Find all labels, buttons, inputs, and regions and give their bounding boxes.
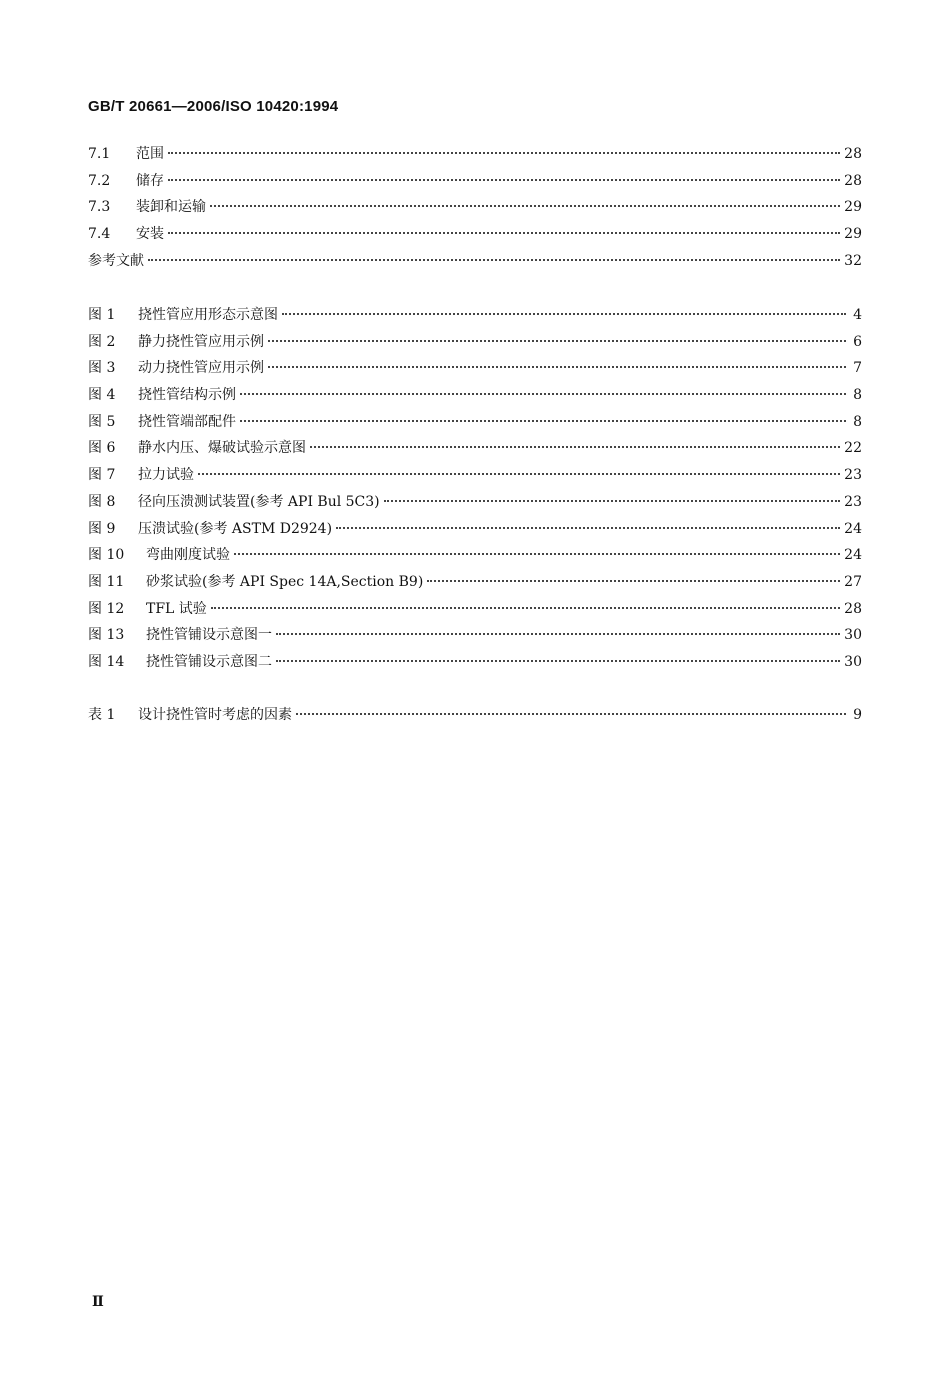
toc-entry-title: 储存 — [136, 172, 164, 189]
toc-entry-title: TFL 试验 — [146, 600, 207, 617]
toc-entry-page: 28 — [844, 146, 862, 162]
toc-leader-dots — [234, 543, 840, 555]
toc-entry-number: 表 1 — [88, 707, 116, 723]
toc-entry-number: 7.2 — [88, 172, 111, 189]
toc-leader-dots — [384, 490, 841, 502]
toc-leader-dots — [268, 356, 846, 368]
toc-entry-page: 23 — [844, 467, 862, 484]
toc-entry[interactable] — [88, 649, 862, 676]
toc-entry-page: 8 — [853, 413, 862, 430]
toc-entry-title: 挠性管结构示例 — [138, 387, 236, 404]
toc-entry[interactable] — [88, 596, 862, 623]
toc-entry[interactable] — [88, 435, 862, 462]
toc-entry-page: 23 — [844, 493, 862, 510]
toc-entry-page: 30 — [844, 653, 862, 670]
toc-figures — [88, 302, 862, 676]
toc-entry[interactable] — [88, 569, 862, 596]
toc-entry-number: 7.3 — [88, 199, 111, 216]
toc-entry-title: 压溃试验(参考 ASTM D2924) — [138, 520, 333, 537]
toc-entry[interactable] — [88, 221, 862, 248]
toc-entry[interactable] — [88, 248, 862, 275]
toc-entry-title: 设计挠性管时考虑的因素 — [138, 707, 292, 723]
toc-entry[interactable] — [88, 409, 862, 436]
toc-entry-page: 7 — [853, 360, 862, 377]
toc-entry-page: 24 — [844, 547, 862, 564]
toc-entry-page: 28 — [844, 172, 862, 189]
toc-leader-dots — [427, 570, 840, 582]
toc-leader-dots — [310, 436, 840, 448]
toc-entry-title: 静水内压、爆破试验示意图 — [138, 440, 306, 457]
toc-leader-dots — [168, 222, 840, 234]
toc-entry-number: 图 11 — [88, 573, 125, 590]
toc-entry[interactable] — [88, 329, 862, 356]
toc-entry-title: 挠性管应用形态示意图 — [138, 307, 278, 323]
toc-entry-number: 图 8 — [88, 493, 116, 510]
toc-entry-number: 图 2 — [88, 333, 116, 350]
toc-entry-title: 弯曲刚度试验 — [146, 547, 230, 564]
toc-leader-dots — [336, 517, 840, 529]
toc-entry-page: 8 — [853, 387, 862, 404]
toc-leader-dots — [282, 303, 846, 315]
toc-entry-number: 图 12 — [88, 600, 125, 617]
toc-entry-number: 7.1 — [88, 146, 111, 162]
toc-entry[interactable] — [88, 355, 862, 382]
toc-entry-number: 图 7 — [88, 467, 116, 484]
toc-leader-dots — [168, 142, 840, 154]
toc-entry-number: 图 14 — [88, 653, 125, 670]
toc-entry-title: 动力挠性管应用示例 — [138, 360, 264, 377]
toc-entry-title: 参考文献 — [88, 252, 144, 269]
toc-entry[interactable] — [88, 489, 862, 516]
toc-leader-dots — [168, 169, 840, 181]
toc-entry[interactable] — [88, 702, 862, 729]
toc-entry-title: 拉力试验 — [138, 467, 194, 484]
toc-leader-dots — [268, 330, 846, 342]
toc-leader-dots — [148, 249, 840, 261]
toc-entry-title: 装卸和运输 — [136, 199, 206, 216]
toc-entry-title: 静力挠性管应用示例 — [138, 333, 264, 350]
toc-entry-page: 24 — [844, 520, 862, 537]
toc-entry-title: 范围 — [136, 146, 164, 162]
toc-entry-number: 图 9 — [88, 520, 116, 537]
toc-clauses — [88, 141, 862, 274]
toc-entry-title: 挠性管铺设示意图二 — [146, 653, 272, 670]
toc-leader-dots — [240, 383, 846, 395]
toc-tables — [88, 702, 862, 729]
toc-entry[interactable] — [88, 622, 862, 649]
toc-entry-number: 图 3 — [88, 360, 116, 377]
toc-entry-title: 径向压溃测试装置(参考 API Bul 5C3) — [138, 493, 380, 510]
toc-entry[interactable] — [88, 542, 862, 569]
toc-leader-dots — [210, 195, 840, 207]
toc-entry-page: 29 — [844, 226, 862, 243]
toc-entry-number: 图 13 — [88, 627, 125, 644]
toc-entry-number: 图 1 — [88, 307, 116, 323]
toc-entry[interactable] — [88, 382, 862, 409]
toc-leader-dots — [211, 597, 840, 609]
toc-entry-page: 30 — [844, 627, 862, 644]
toc-leader-dots — [276, 650, 840, 662]
toc-entry-page: 4 — [853, 307, 862, 323]
toc-entry-page: 9 — [853, 707, 862, 723]
toc-entry-title: 安装 — [136, 226, 164, 243]
toc-entry[interactable] — [88, 462, 862, 489]
toc-entry-number: 图 10 — [88, 547, 125, 564]
toc-entry-title: 砂浆试验(参考 API Spec 14A,Section B9) — [146, 573, 424, 590]
toc-entry-page: 22 — [844, 440, 862, 457]
toc-entry-page: 28 — [844, 600, 862, 617]
toc-entry-page: 32 — [844, 252, 862, 269]
toc-leader-dots — [198, 463, 840, 475]
toc-entry-page: 27 — [844, 573, 862, 590]
page-header: GB/T 20661—2006/ISO 10420:1994 — [88, 98, 339, 115]
page-number: Ⅱ — [92, 1294, 104, 1310]
toc-entry-page: 6 — [853, 333, 862, 350]
toc-entry-number: 7.4 — [88, 226, 111, 243]
toc-entry[interactable] — [88, 516, 862, 543]
toc-entry-title: 挠性管铺设示意图一 — [146, 627, 272, 644]
toc-entry[interactable] — [88, 194, 862, 221]
toc-entry-page: 29 — [844, 199, 862, 216]
toc-entry-number: 图 6 — [88, 440, 116, 457]
toc-entry-number: 图 5 — [88, 413, 116, 430]
toc-entry-number: 图 4 — [88, 387, 116, 404]
toc-entry[interactable] — [88, 168, 862, 195]
toc-leader-dots — [276, 623, 840, 635]
toc-leader-dots — [240, 410, 846, 422]
toc-leader-dots — [296, 703, 846, 715]
toc-entry-title: 挠性管端部配件 — [138, 413, 236, 430]
toc-entry[interactable] — [88, 302, 862, 329]
toc-entry[interactable] — [88, 141, 862, 168]
